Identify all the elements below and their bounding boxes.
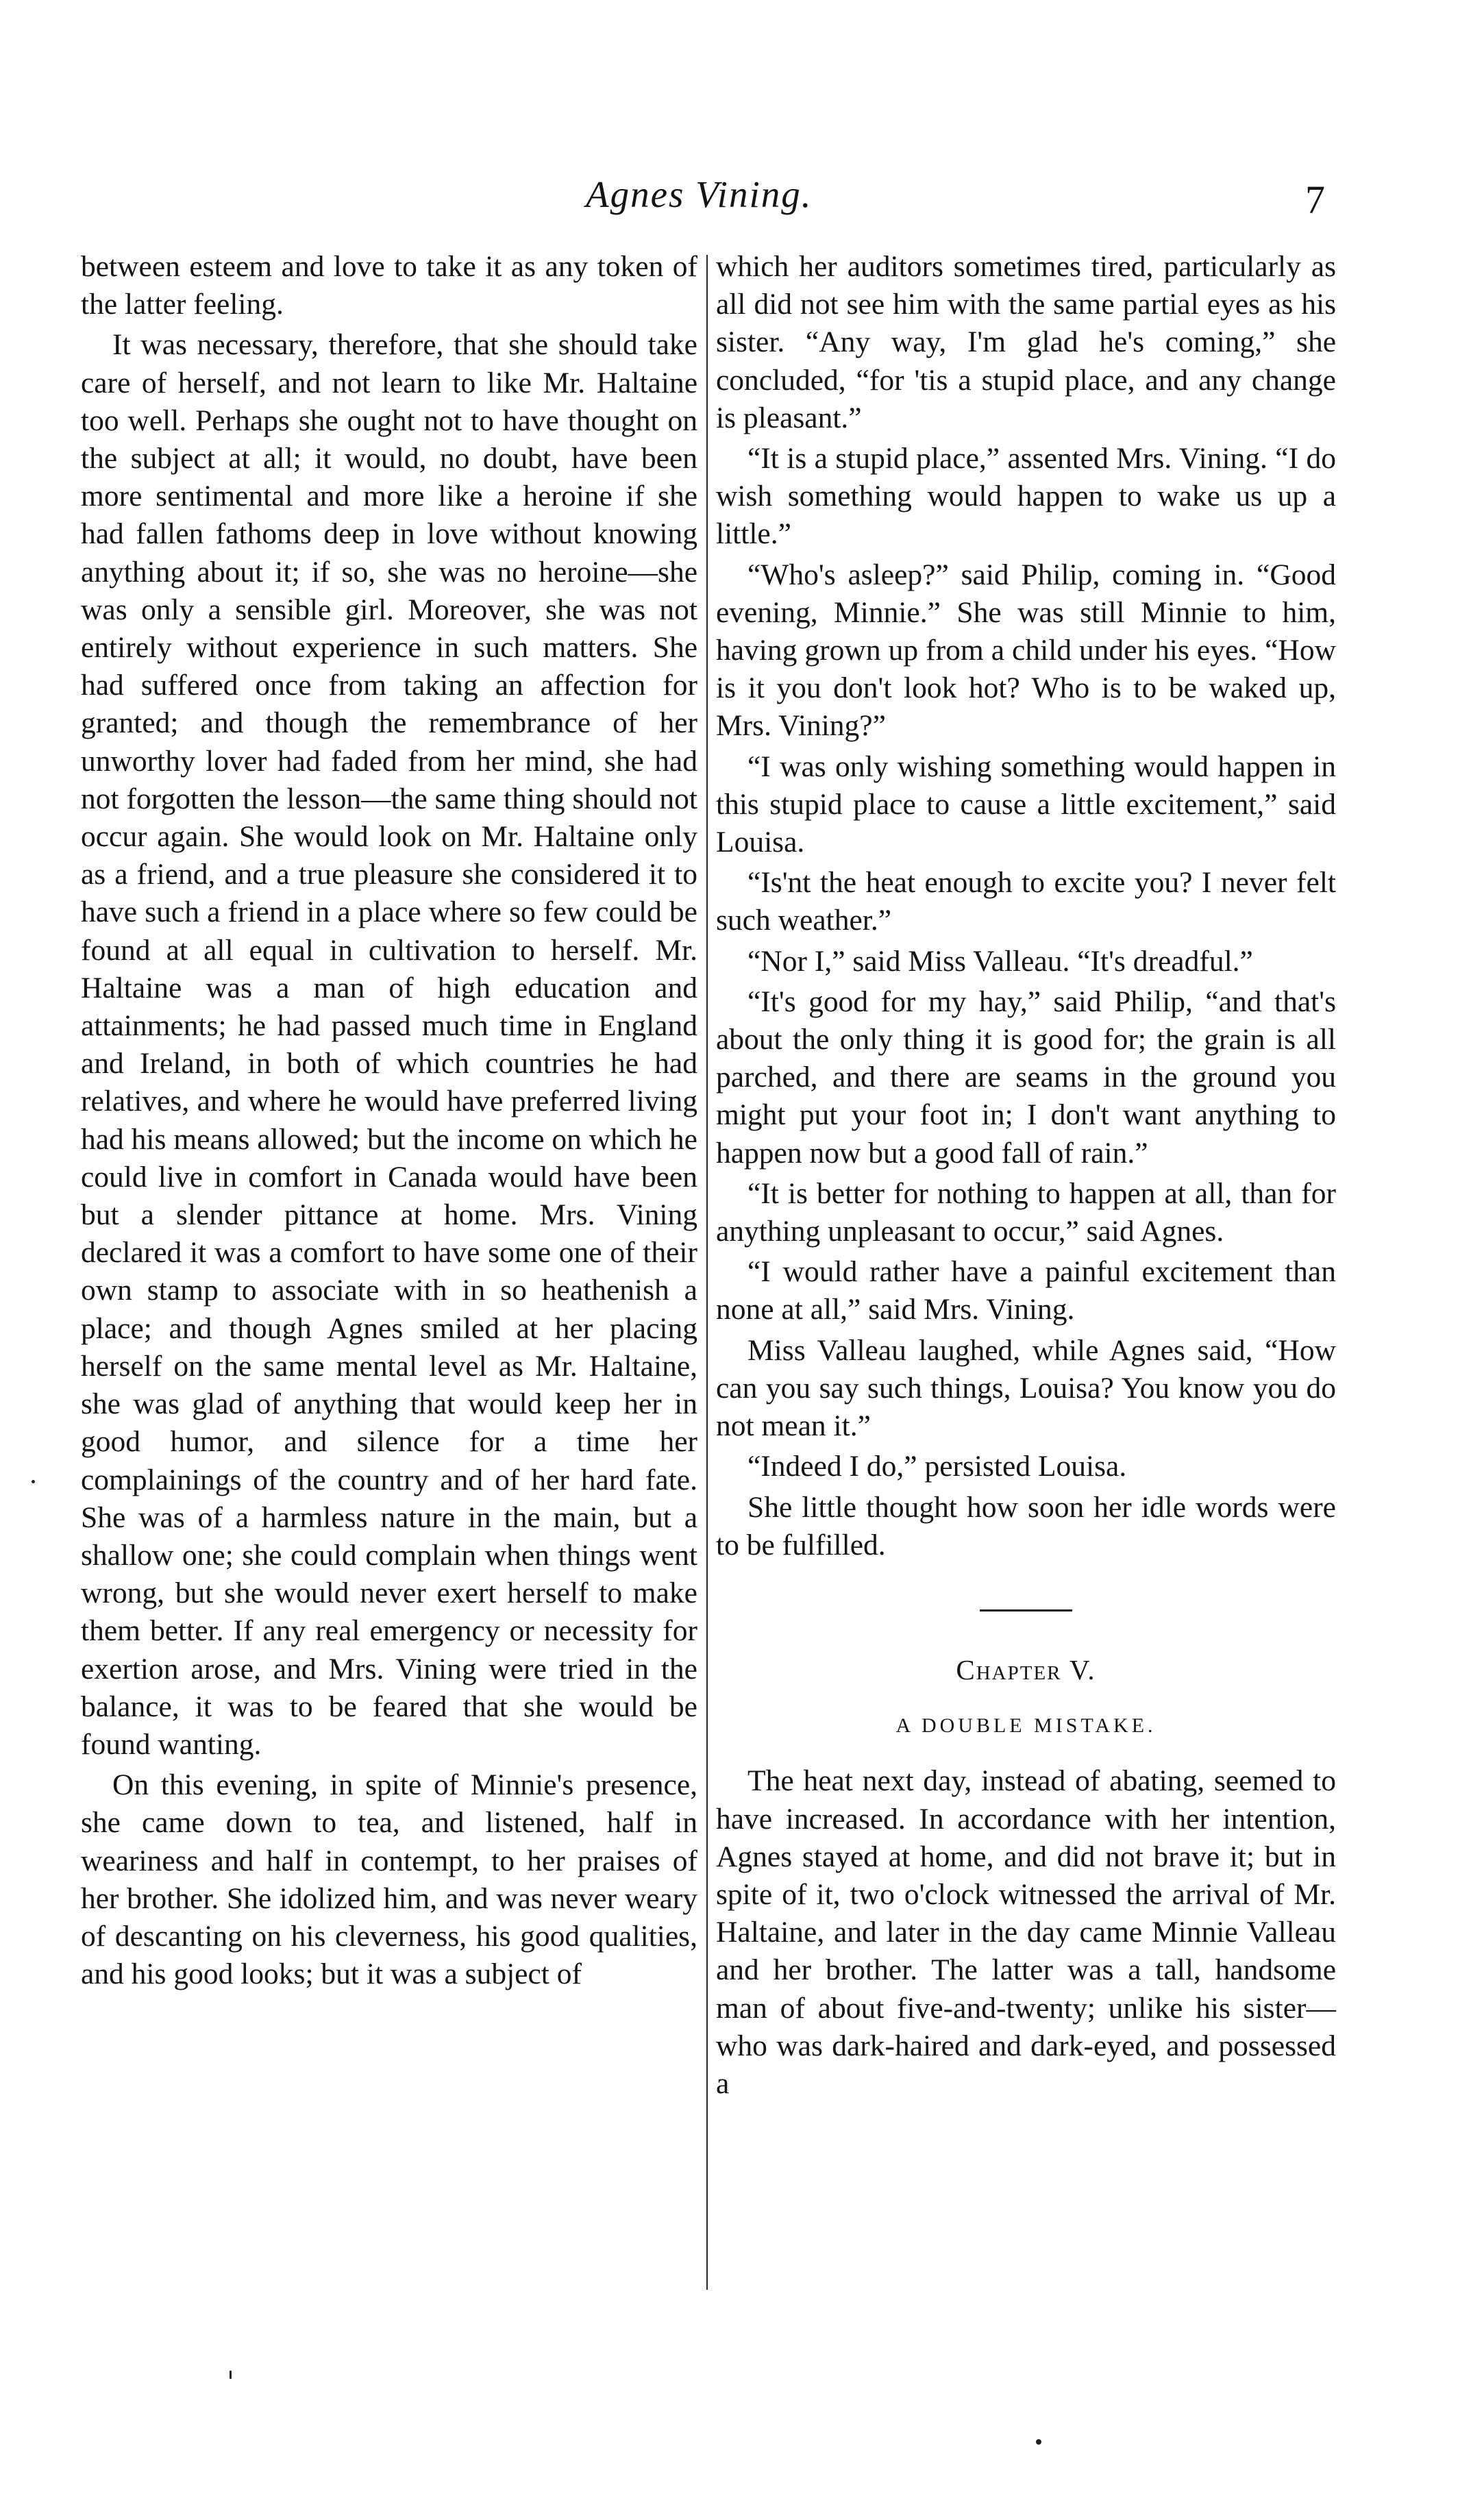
paragraph: It was necessary, therefore, that she should take care of herself, and not learn to like Mr. Haltaine too well. Perhaps she ought not to have thought on the subject at all; it would, no doubt, have been more sentimental and more like a heroine if she had fallen fathoms deep in love without knowing anything about it; if so, she was no heroine—she was only a sensible girl. Moreover, she was not entirely without experience in such matters. She had suffered once from taking an affection for granted; and though the remembrance of her unworthy lover had faded from her mind, she had not forgotten the lesson—the same thing should not occur again. She would look on Mr. Haltaine only as a friend, and a true pleasure she considered it to have such a friend in a place where so few could be found at all equal in cultivation to herself. Mr. Haltaine was a man of high education and attainments; he had passed much time in England and Ireland, in both of which countries he had relatives, and where he would have preferred living had his means allowed; but the income on which he could live in comfort in Canada would have been but a slender pittance at home. Mrs. Vining declared it was a comfort to have some one of their own stamp to associate with in so heathenish a place; and though Agnes smiled at her placing herself on the same mental level as Mr. Haltaine, she was glad of anything that would keep her in good humor, and silence for a time her complainings of the country and of her hard fate. She was of a harmless nature in the main, but a shallow one; she could complain when things went wrong, but she would never exert herself to make them better. If any real emergency or necessity for exertion arose, and Mrs. Vining were tried in the balance, it was to be feared that she would be found wanting. (81, 328, 697, 1761)
paragraph: “Nor I,” said Miss Valleau. “It's dreadful.” (747, 944, 1253, 978)
paragraph: “Indeed I do,” persisted Louisa. (747, 1450, 1127, 1483)
right-column (716, 248, 1336, 2103)
left-column (81, 248, 697, 1993)
print-speck (32, 1480, 35, 1483)
print-speck (230, 2371, 232, 2379)
paragraph: She little thought how soon her idle words were to be fulfilled. (716, 1490, 1336, 1561)
column-divider (706, 255, 708, 2290)
chapter-subtitle: A DOUBLE MISTAKE. (895, 1714, 1157, 1738)
page-number: 7 (1305, 177, 1325, 222)
chapter-divider-rule (980, 1609, 1072, 1611)
paragraph: “I would rather have a painful excitement than none at all,” said Mrs. Vining. (716, 1255, 1336, 1326)
paragraph: The heat next day, instead of abating, seemed to have increased. In accordance with her intention, Agnes stayed at home, and did not brave it; but in spite of it, two o'clock witnessed the arrival of Mr. Haltaine, and later in the day came Minnie Valleau and her brother. The latter was a tall, handsome man of about five-and-twenty; unlike his sister—who was dark-haired and dark-eyed, and possessed a (716, 1764, 1336, 2100)
paragraph: “It's good for my hay,” said Philip, “and that's about the only thing it is good for; the grain is all parched, and there are seams in the ground you might put your foot in; I don't want anything to happen now but a good fall of rain.” (716, 985, 1336, 1170)
paragraph: On this evening, in spite of Minnie's presence, she came down to tea, and listened, half in weariness and half in contempt, to her praises of her brother. She idolized him, and was never weary of descanting on his cleverness, his good qualities, and his good looks; but it was a subject of (81, 1768, 697, 1991)
paragraph: “It is a stupid place,” assented Mrs. Vining. “I do wish something would happen to wake us up a little.” (716, 442, 1336, 551)
print-speck (1036, 2439, 1041, 2445)
paragraph: which her auditors sometimes tired, particularly as all did not see him with the same partial eyes as his sister. “Any way, I'm glad he's coming,” she concluded, “for 'tis a stupid place, and any change is pleasant.” (716, 250, 1336, 434)
paragraph: between esteem and love to take it as any token of the latter feeling. (81, 250, 697, 321)
paragraph: “It is better for nothing to happen at all, than for anything unpleasant to occur,” said Agnes. (716, 1176, 1336, 1248)
paragraph: “Is'nt the heat enough to excite you? I never felt such weather.” (716, 866, 1336, 937)
chapter-heading: Chapter V. (956, 1653, 1096, 1685)
paragraph: “Who's asleep?” said Philip, coming in. “Good evening, Minnie.” She was still Minnie to him, having grown up from a child under his eyes. “How is it you don't look hot? Who is to be waked up, Mrs. Vining?” (716, 558, 1336, 743)
page-header (0, 173, 1484, 227)
paragraph: “I was only wishing something would happen in this stupid place to cause a little excitement,” said Louisa. (716, 750, 1336, 859)
running-title: Agnes Vining. (586, 173, 813, 215)
paragraph: Miss Valleau laughed, while Agnes said, “How can you say such things, Louisa? You know you do not mean it.” (716, 1333, 1336, 1443)
